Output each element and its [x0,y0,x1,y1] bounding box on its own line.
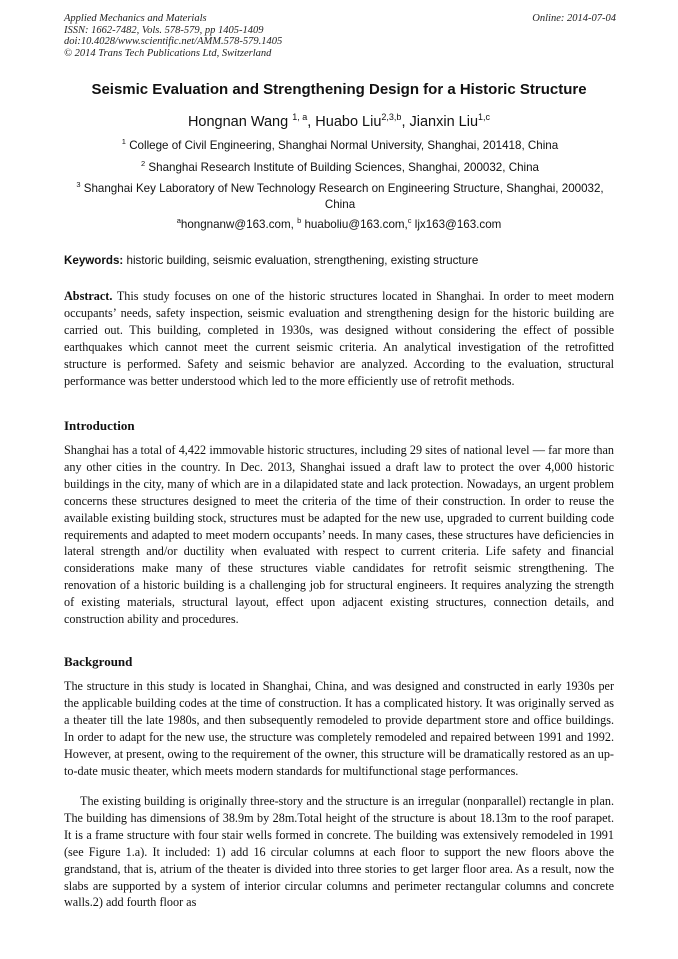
affiliation-text: Shanghai Research Institute of Building Sciences, Shanghai, 200032, China [148,161,539,174]
email-mark: c [407,216,412,225]
affiliation-3 [74,181,606,213]
section-heading-background: Background [64,654,133,669]
journal-header [64,13,616,59]
email-mark: b [297,216,302,225]
affiliation-text: Shanghai Key Laboratory of New Technology Research on Engineering Structure, Shanghai, 200032, China [83,182,604,211]
email-address[interactable]: huaboliu@163.com, [304,218,408,231]
affiliation-1 [64,138,616,154]
author-name: Huabo Liu [315,114,382,130]
affiliation-2 [64,160,616,176]
keywords-label: Keywords: [64,254,124,267]
background-paragraph-2: The existing building is originally three-story and the structure is an irregular (nonparallel) rectangle in plan. The building has dimensions of 38.9m by 28m.Total height of the structure is about 18.13m to the roof parapet. It is a frame structure with four stair wells formed in concrete. The building was extensively remodeled in 1991 (see Figure 1.a). It included: 1) add 16 circular columns at each floor to support the new floors above the grandstand, that is, atrium of the theater is divided into three stories to get larger floor area. As a result, now the slabs are supported by a system of interior circular columns and perimeter rectangular columns and concrete walls.2) add fourth floor as [64,794,614,910]
issn-line: ISSN: 1662-7482, Vols. 578-579, pp 1405-1409 [64,24,264,36]
abstract-text: This study focuses on one of the historic structures located in Shanghai. In order to meet modern occupants’ needs, safety inspection, seismic evaluation and strengthening design for the historic building are carried out. This building, completed in 1930s, was designed without considering the effect of possible earthquakes which cannot meet the current seismic criteria. An analytical investigation of the retrofitted structure is performed. Safety and seismic behavior are analyzed. According to the evaluation, structural performance was better understood which led to the more efficiently use of retrofit methods. [64,289,614,388]
paper-title: Seismic Evaluation and Strengthening Design for a Historic Structure [91,81,587,98]
doi-line: doi:10.4028/www.scientific.net/AMM.578-579.1405 [64,36,283,47]
introduction-paragraph: Shanghai has a total of 4,422 immovable historic structures, including 29 sites of national level — far more than any other cities in the country. In Dec. 2013, Shanghai issued a draft law to protect the over 4,000 historic buildings in the city, many of which are in a dilapidated state and lack protection. Nowadays, an urgent problem concerns these structures designed to meet the criteria of the time of their construction. In order to reuse the available existing building stock, structures must be adapted for the new use, upgraded to current building code requirements and adapted to meet modern occupants’ needs. In many cases, these structures have deficiencies in lateral strength and/or ductility when evaluated with respect to current criteria. Life safety and financial considerations make many of these structures viable candidates for retrofit seismic strengthening. The renovation of a historic building is a challenging job for structural engineers. It requires analyzing the strength of existing materials, structural layout, effect upon adjacent existing structures, connection details, and construction ability and procedures. [64,443,614,627]
email-address[interactable]: hongnanw@163.com, [180,218,294,231]
affiliation-mark: 2 [141,159,146,168]
abstract-paragraph [64,288,614,389]
email-address[interactable]: ljx163@163.com [414,218,502,231]
section-heading-introduction: Introduction [64,418,135,433]
journal-name: Applied Mechanics and Materials [64,13,207,24]
author-name: Jianxin Liu [409,114,479,130]
keywords-line [64,253,616,269]
online-date: Online: 2014-07-04 [532,13,616,24]
background-paragraph-1: The structure in this study is located in Shanghai, China, and was designed and constructed in early 1930s per the applicable building codes at the time of construction. It has a complicated history. It was originally served as a theater till the late 1980s, and then subsequently remodeled to provide department store and office buildings. In order to adapt for the new use, the structure was completely remodeled and repaired between 1991 and 1992. However, at present, owing to the requirement of the owner, this structure will be dramatically restored as an up-to-date music theater, which meets modern standards for multifunctional stage performances. [64,679,614,778]
author-separator: , [307,114,316,130]
affiliation-mark: 1 [121,137,126,146]
email-mark: a [176,216,181,225]
author-affiliation-mark: 1,c [478,112,491,122]
copyright-line: © 2014 Trans Tech Publications Ltd, Switzerland [64,47,272,59]
author-list [0,113,678,131]
author-affiliation-mark: 1, a [292,112,308,122]
author-affiliation-mark: 2,3,b [381,112,402,122]
abstract-label: Abstract. [64,289,113,303]
keywords-text: historic building, seismic evaluation, strengthening, existing structure [126,254,479,267]
author-separator: , [401,114,410,130]
affiliation-text: College of Civil Engineering, Shanghai Normal University, Shanghai, 201418, China [129,139,559,152]
affiliation-mark: 3 [76,180,81,189]
author-name: Hongnan Wang [187,114,289,130]
author-emails [0,217,678,233]
